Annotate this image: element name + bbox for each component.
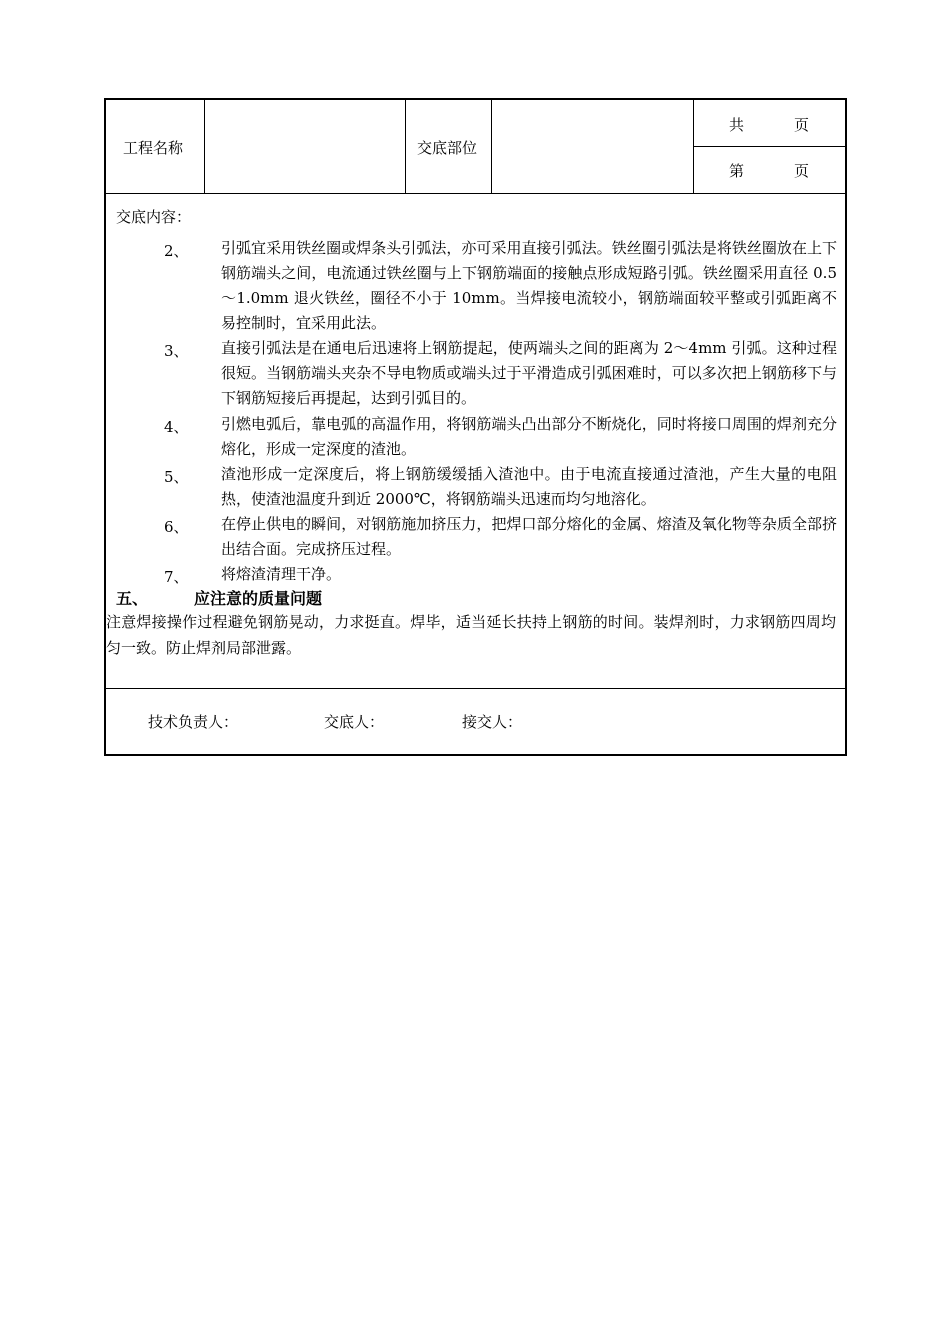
item-text: 在停止供电的瞬间，对钢筋施加挤压力，把焊口部分熔化的金属、熔渣及氧化物等杂质全部挤出结合面。完成挤压过程。 bbox=[221, 515, 837, 558]
location-label: 交底部位 bbox=[417, 139, 478, 157]
disclosure-form bbox=[104, 98, 847, 756]
page-no-prefix: 第 bbox=[729, 162, 745, 180]
item-number: 6、 bbox=[164, 518, 189, 536]
section-number: 五、 bbox=[116, 589, 149, 608]
page-no-suffix: 页 bbox=[794, 162, 810, 180]
item-number: 2、 bbox=[164, 242, 189, 260]
item-number: 3、 bbox=[164, 342, 189, 360]
divider bbox=[694, 146, 845, 147]
item-text: 将熔渣清理干净。 bbox=[221, 565, 342, 583]
receiver-signature: 接交人： bbox=[462, 713, 523, 731]
form-header bbox=[106, 100, 845, 194]
divider bbox=[405, 100, 406, 193]
item-number: 5、 bbox=[164, 468, 189, 486]
item-text: 引弧宜采用铁丝圈或焊条头引弧法，亦可采用直接引弧法。铁丝圈引弧法是将铁丝圈放在上下钢筋端头之间，电流通过铁丝圈与上下钢筋端面的接触点形成短路引弧。铁丝圈采用直径 0.5～1.0mm 退火铁丝，圈径不小于 10mm。当焊接电流较小，钢筋端面较平整或引弧距离不易控制时，宜采用此法。 bbox=[221, 239, 837, 332]
presenter-signature: 交底人： bbox=[324, 713, 385, 731]
section-title: 应注意的质量问题 bbox=[194, 589, 323, 608]
content-section bbox=[106, 194, 845, 689]
item-text: 直接引弧法是在通电后迅速将上钢筋提起，使两端头之间的距离为 2～4mm 引弧。这种过程很短。当钢筋端头夹杂不导电物质或端头过于平滑造成引弧困难时，可以多次把上钢筋移下与下钢筋短接后再提起，达到引弧目的。 bbox=[221, 339, 837, 407]
content-label: 交底内容： bbox=[116, 208, 192, 226]
project-name-label: 工程名称 bbox=[123, 139, 184, 157]
divider bbox=[491, 100, 492, 193]
divider bbox=[204, 100, 205, 193]
signature-row bbox=[106, 689, 845, 754]
item-number: 7、 bbox=[164, 568, 189, 586]
tech-lead-signature: 技术负责人： bbox=[148, 713, 239, 731]
section-paragraph: 注意焊接操作过程避免钢筋晃动，力求挺直。焊毕，适当延长扶持上钢筋的时间。装焊剂时，力求钢筋四周均匀一致。防止焊剂局部泄露。 bbox=[106, 613, 836, 657]
total-pages-suffix: 页 bbox=[794, 116, 810, 134]
total-pages-prefix: 共 bbox=[729, 116, 745, 134]
page-count-box bbox=[694, 100, 845, 193]
item-text: 引燃电弧后，靠电弧的高温作用，将钢筋端头凸出部分不断烧化，同时将接口周围的焊剂充分熔化，形成一定深度的渣池。 bbox=[221, 415, 837, 458]
item-text: 渣池形成一定深度后，将上钢筋缓缓插入渣池中。由于电流直接通过渣池，产生大量的电阻热，使渣池温度升到近 2000℃，将钢筋端头迅速而均匀地溶化。 bbox=[221, 465, 837, 508]
item-number: 4、 bbox=[164, 418, 189, 436]
